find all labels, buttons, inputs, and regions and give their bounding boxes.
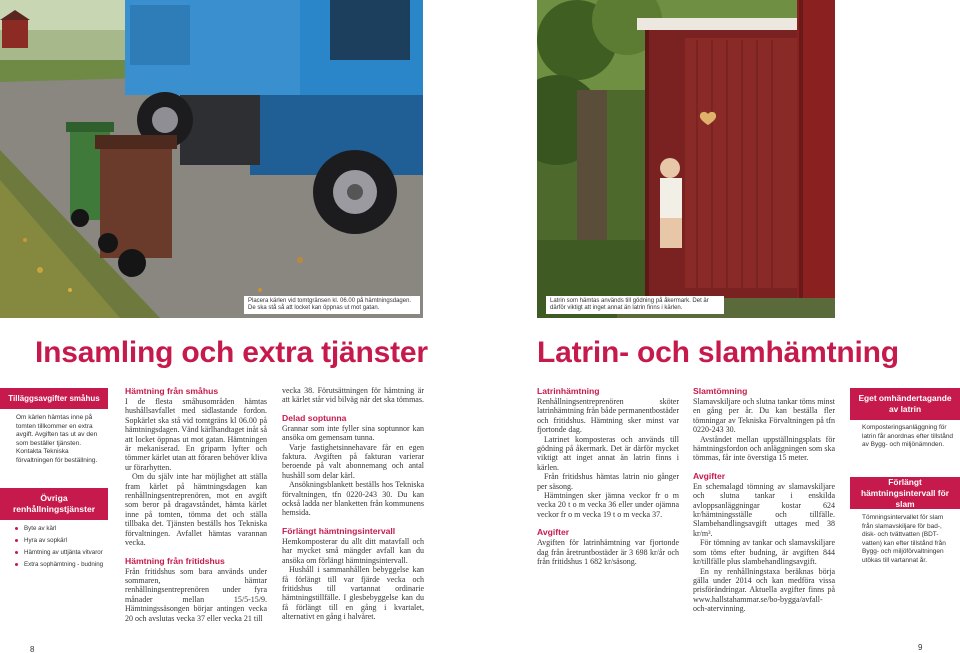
left-headline: Insamling och extra tjänster (35, 336, 428, 369)
ovriga-tjanster-list (14, 525, 106, 573)
paragraph: Varje fastighetsinnehavare får en egen faktura. Avgiften på fakturan varierar beroende på valt abonnemang och antal hushåll som delar kärl. (282, 442, 424, 480)
list-item: Hyra av sopkärl (14, 537, 106, 545)
left-photo-caption: Placera kärlen vid tomtgränsen kl. 06.00 på hämtningsdagen. De ska stå så att locket kan öppnas ut mot gatan. (244, 296, 420, 314)
section-heading: Slamtömning (693, 386, 748, 396)
ovriga-tjanster-box (0, 488, 108, 520)
section-heading: Förlängt hämtningsintervall (282, 525, 396, 536)
page-number-left: 8 (30, 645, 35, 653)
paragraph: Avståndet mellan uppställningsplats för hämtningsfordon och anläggningen som ska tömmas, får inte överstiga 15 meter. (693, 434, 835, 463)
paragraph: Hushåll i sammanhållen bebyggelse kan få förlängt till var fjärde vecka och fritidshus till vartannat ordinarie hämtningstillfälle. I glesbebyggelse kan du få förlängt till en gång i kvartalet, alternativt en gång i halvåret. (282, 565, 424, 622)
forlangt-intervall-title: Förlängt hämtningsintervall för slam (861, 476, 949, 509)
paragraph: Ansökningsblankett beställs hos Tekniska förvaltningen, tfn 0220-243 30. Du kan också ladda ner blanketten från kommunens hemsida. (282, 480, 424, 518)
paragraph: Hämtningen sker jämna veckor fr o m vecka 20 t o m vecka 36 eller under ojämna veckor fr o m vecka 19 t o m vecka 37. (537, 491, 679, 519)
paragraph: Slamavskiljare och slutna tankar töms minst en gång per år. Du kan beställa fler tömningar av Tekniska Förvaltningen på tfn 0220-243 30. (693, 397, 835, 435)
section-heading: Latrinhämtning (537, 386, 600, 396)
paragraph: Latrinet komposteras och används till gödning på åkermark. Det är därför mycket viktigt att inget annat än latrin finns i kärlen. (537, 434, 679, 472)
right-column-2 (693, 386, 835, 614)
eget-omhandertagande-title: Eget omhändertagande av latrin (858, 393, 952, 414)
paragraph: En ny renhållningstaxa beräknas börja gälla under 2014 och kan medföra vissa prisförändringar. Aktuella avgifter finns på www.hallstahammar.se/bo-bygga/avfall-och-atervinning. (693, 566, 835, 614)
list-item: Byte av kärl (14, 525, 106, 533)
tillaggsavgifter-title: Tilläggsavgifter småhus (8, 394, 100, 403)
garbage-truck-photo (0, 0, 423, 318)
ovriga-tjanster-title: Övriga renhållningstjänster (12, 493, 96, 514)
right-column-1 (537, 386, 679, 567)
paragraph: Från fritidshus hämtas latrin nio gånger per säsong. (537, 472, 679, 491)
tillaggsavgifter-box (0, 388, 108, 409)
outhouse-photo (537, 0, 835, 318)
page-number-right: 9 (918, 643, 923, 652)
paragraph: En schemalagd tömning av slamavskiljare och slutna tankar i enskilda avloppsanläggningar kostar 624 kr/hämtningsställe och tillfälle. Slambehandlingsavgift uttages med 38 kr/m³. (693, 481, 835, 538)
paragraph: vecka 38. Förutsättningen för hämtning är att kärlet står vid bilväg när det ska tömmas. (282, 386, 424, 405)
paragraph: Avgiften för latrinhämtning var fjortonde dag från åretruntbostäder är 3 698 kr/år och från fritidshus 1 682 kr/säsong. (537, 538, 679, 567)
section-heading: Avgifter (537, 527, 570, 538)
tillaggsavgifter-text: Om kärlen hämtas inne på tomten tillkommer en extra avgift. Avgiften tas ut av den som beställer tjänsten. Kontakta Tekniska förvaltningen för beställning. (16, 414, 98, 464)
left-column-1 (125, 386, 267, 623)
left-column-2 (282, 386, 424, 622)
section-heading: Hämtning från småhus (125, 386, 219, 396)
section-heading: Delad soptunna (282, 412, 347, 423)
forlangt-intervall-text: Tömningsintervallet för slam från slamavskiljare för bad-, disk- och tvättvatten (BDT-vatten) kan efter tillstånd från Bygg- och miljöförvaltningen utökas till vartannat år. (862, 514, 946, 564)
eget-omhandertagande-box (850, 388, 960, 420)
paragraph: Hemkomposterar du allt ditt matavfall och har mycket små mängder avfall kan du ansöka om förlängt hämtningsintervall. (282, 536, 424, 565)
right-headline: Latrin- och slamhämtning (537, 336, 899, 369)
paragraph: Om du själv inte har möjlighet att ställa fram kärlet på hämtningsdagen kan renhållningsentreprenören, mot en avgift som beror på dragavståndet, hämta kärlet inne på tomten, tömma det och ställa tillbaka det. Tjänsten beställs hos Tekniska förvaltningen. Avfallet hämtas varannan vecka. (125, 472, 267, 548)
eget-omhandertagande-text: Komposteringsanläggning för latrin får anordnas efter tillstånd av Bygg- och miljönämnden. (862, 424, 954, 448)
paragraph: Renhållningsentreprenören sköter latrinhämtning från både permanentbostäder och fritidshus. Hämtning sker minst var fjortonde dag. (537, 397, 679, 435)
list-item: Extra sophämtning - budning (14, 561, 106, 569)
forlangt-intervall-box (850, 477, 960, 509)
paragraph: Från fritidshus som bara används under sommaren, hämtar renhållningsentreprenören under fyra månader mellan 15/5-15/9. Hämtningssäsongen börjar antingen vecka 20 och avslutas vecka 37 eller vecka 21 till (125, 566, 267, 623)
paragraph: Grannar som inte fyller sina soptunnor kan ansöka om gemensam tunna. (282, 423, 424, 443)
section-heading: Hämtning från fritidshus (125, 555, 225, 566)
list-item: Hämtning av uttjänta vitvaror (14, 549, 106, 557)
right-photo-caption: Latrin som hämtas används till gödning på åkermark. Det är därför viktigt att inget annat än latrin finns i kärlen. (546, 296, 724, 314)
paragraph: För tömning av tankar och slamavskiljare som töms efter budning, är avgiften 844 kr/tillfälle plus slambehandlingsavgift. (693, 538, 835, 567)
section-heading: Avgifter (693, 470, 726, 481)
paragraph: I de flesta småhusområden hämtas hushållsavfallet med sidlastande fordon. Sopkärlet ska stå vid tomtgräns kl 06.00 på hämtningsdagen. Vänd kärlhandtaget inåt så att locket öppnas ut mot gatan. Hämtningen är mekaniserad. En griparm lyfter och tömmer kärlet utan att föraren behöver kliva ur förarhytten. (125, 397, 267, 472)
